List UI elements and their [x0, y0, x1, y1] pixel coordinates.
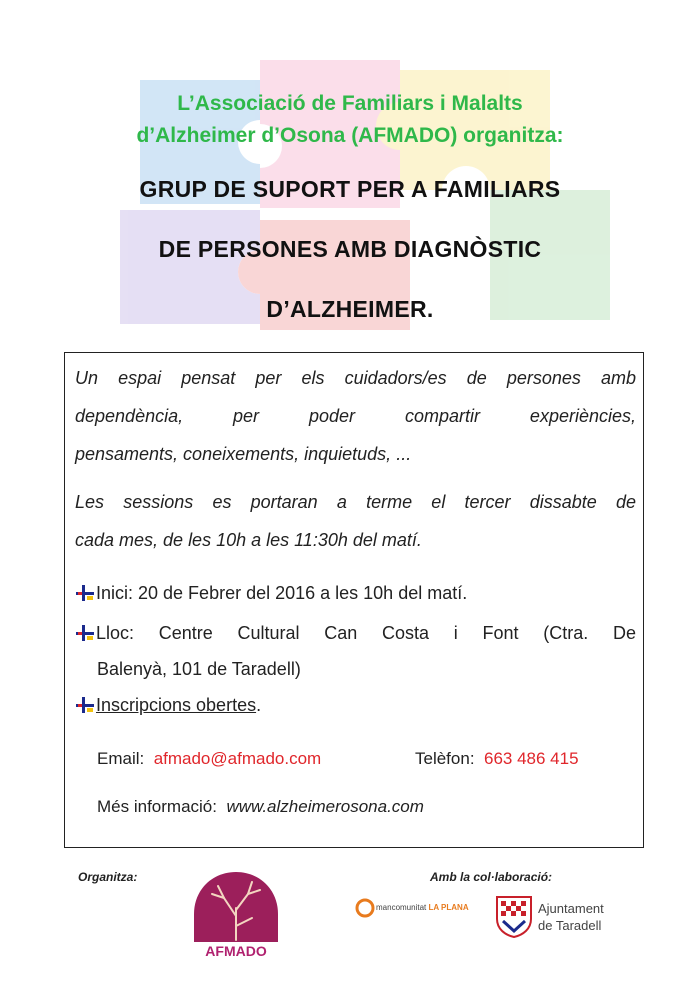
taradell-logo-text: [538, 900, 604, 934]
mancomunitat-place: LA PLANA: [428, 903, 469, 912]
title-line-3: D’ALZHEIMER.: [266, 296, 434, 322]
description-paragraph: [75, 359, 636, 473]
organizer-label: Organitza:: [78, 870, 138, 884]
email-row: [97, 747, 321, 771]
main-title: [0, 172, 700, 352]
mancomunitat-name: mancomunitat: [376, 903, 429, 912]
mancomunitat-logo-text: [376, 903, 469, 912]
para2-line-2: cada mes, de les 10h a les 11:30h del matí.: [75, 530, 422, 550]
bullet-location: [75, 615, 636, 687]
intro-line-2: d’Alzheimer d’Osona (AFMADO) organitza:: [136, 124, 564, 147]
bullet-location-text-2: Balenyà, 101 de Taradell): [97, 659, 301, 679]
email-label: Email:: [97, 749, 145, 768]
bullet-start-date: [75, 575, 636, 611]
taradell-line-2: de Taradell: [538, 918, 602, 933]
phone-row: [415, 747, 579, 771]
title-line-1: GRUP DE SUPORT PER A FAMILIARS: [139, 176, 561, 202]
email-value[interactable]: afmado@afmado.com: [153, 749, 322, 768]
bullet-registration-period: .: [256, 695, 262, 715]
mancomunitat-logo-icon: [355, 898, 375, 918]
title-line-2: DE PERSONES AMB DIAGNÒSTIC: [158, 236, 542, 262]
bullet-registration: [75, 687, 636, 723]
afmado-logo-text: AFMADO: [205, 943, 267, 959]
schedule-paragraph: [75, 483, 636, 559]
cross-bullet-icon: [75, 696, 95, 714]
phone-value[interactable]: 663 486 415: [484, 749, 579, 768]
para2-line-1: Les sessions es portaran a terme el tercer dissabte de: [75, 492, 636, 512]
para1-line-1: Un espai pensat per els cuidadors/es de persones amb: [75, 368, 636, 388]
bullet-location-text-1: Lloc: Centre Cultural Can Costa i Font (Ctra. De: [96, 623, 636, 643]
bullet-registration-text: Inscripcions obertes: [96, 695, 257, 715]
bullet-start-text: Inici: 20 de Febrer del 2016 a les 10h del matí.: [96, 583, 468, 603]
taradell-shield-icon: [495, 895, 533, 939]
intro-line-1: L’Associació de Familiars i Malalts: [177, 92, 523, 115]
collaboration-label: Amb la col·laboració:: [430, 870, 553, 884]
phone-label: Telèfon:: [415, 749, 475, 768]
more-info-label: Més informació:: [97, 797, 217, 816]
cross-bullet-icon: [75, 584, 95, 602]
intro-heading: [0, 88, 700, 152]
taradell-line-1: Ajuntament: [538, 901, 604, 916]
info-box: [64, 352, 644, 848]
website-link[interactable]: www.alzheimerosona.com: [226, 797, 424, 816]
para1-line-3: pensaments, coneixements, inquietuds, ...: [75, 444, 412, 464]
para1-line-2: dependència, per poder compartir experiències,: [75, 406, 636, 426]
cross-bullet-icon: [75, 624, 95, 642]
more-info-row: [97, 795, 424, 819]
